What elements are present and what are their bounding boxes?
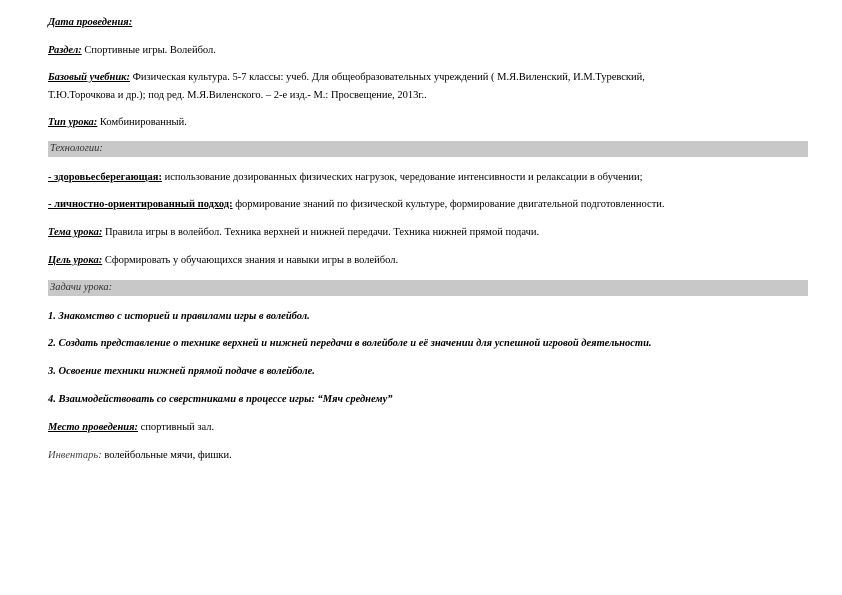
- technologies-heading: Технологии:: [50, 143, 103, 154]
- inventory-value: волейбольные мячи, фишки.: [101, 450, 232, 461]
- section-label: Раздел:: [48, 45, 82, 56]
- section-value: Спортивные игры. Волейбол.: [81, 45, 216, 56]
- tasks-band: [48, 280, 808, 296]
- task-item-1: 1. Знакомство с историей и правилами игры в волейбол.: [48, 311, 310, 322]
- date-label: Дата проведения:: [48, 17, 133, 28]
- lesson-type-row: [48, 116, 187, 129]
- technology-item-2: [48, 198, 665, 211]
- task-item-3: 3. Освоение техники нижней прямой подаче в волейболе.: [48, 366, 315, 377]
- technology-1-text: использование дозированных физических нагрузок, чередование интенсивности и релаксации в обучении;: [161, 172, 643, 183]
- place-value: спортивный зал.: [138, 422, 215, 433]
- textbook-line-2: Т.Ю.Торочкова и др.); под ред. М.Я.Виленского. – 2-е изд.- М.: Просвещение, 2013г..: [48, 90, 427, 101]
- topic-value: Правила игры в волейбол. Техника верхней и нижней передачи. Техника нижней прямой подачи.: [102, 227, 540, 238]
- lesson-type-label: Тип урока:: [48, 117, 98, 128]
- technology-2-label: - личностно-ориентированный подход:: [48, 199, 233, 210]
- section-row: [48, 44, 216, 57]
- textbook-row-2: [48, 89, 427, 102]
- goal-row: [48, 254, 398, 267]
- technology-1-label: - здоровьесберегающая:: [48, 172, 162, 183]
- topic-row: [48, 226, 539, 239]
- goal-value: Сформировать у обучающихся знания и навыки игры в волейбол.: [102, 255, 399, 266]
- textbook-label: Базовый учебник:: [48, 72, 130, 83]
- goal-label: Цель урока:: [48, 255, 103, 266]
- inventory-row: [48, 449, 232, 462]
- textbook-row-1: [48, 71, 645, 84]
- textbook-line-1: Физическая культура. 5-7 классы: учеб. Для общеобразовательных учреждений ( М.Я.Виленский, И.М.Туревский,: [130, 72, 645, 83]
- technology-item-1: [48, 171, 643, 184]
- place-label: Место проведения:: [48, 422, 139, 433]
- inventory-label: Инвентарь:: [48, 450, 102, 461]
- lesson-type-value: Комбинированный.: [97, 117, 187, 128]
- technology-2-text: формирование знаний по физической культуре, формирование двигательной подготовленности.: [232, 199, 665, 210]
- tasks-heading: Задачи урока:: [50, 282, 113, 293]
- task-item-2: 2. Создать представление о технике верхней и нижней передачи в волейболе и её значении для успешной игровой деятельности.: [48, 338, 652, 349]
- place-row: [48, 421, 214, 434]
- date-row: [48, 16, 132, 29]
- task-item-4: 4. Взаимодействовать со сверстниками в процессе игры: “Мяч среднему”: [48, 394, 393, 405]
- topic-label: Тема урока:: [48, 227, 103, 238]
- technologies-band: [48, 141, 808, 157]
